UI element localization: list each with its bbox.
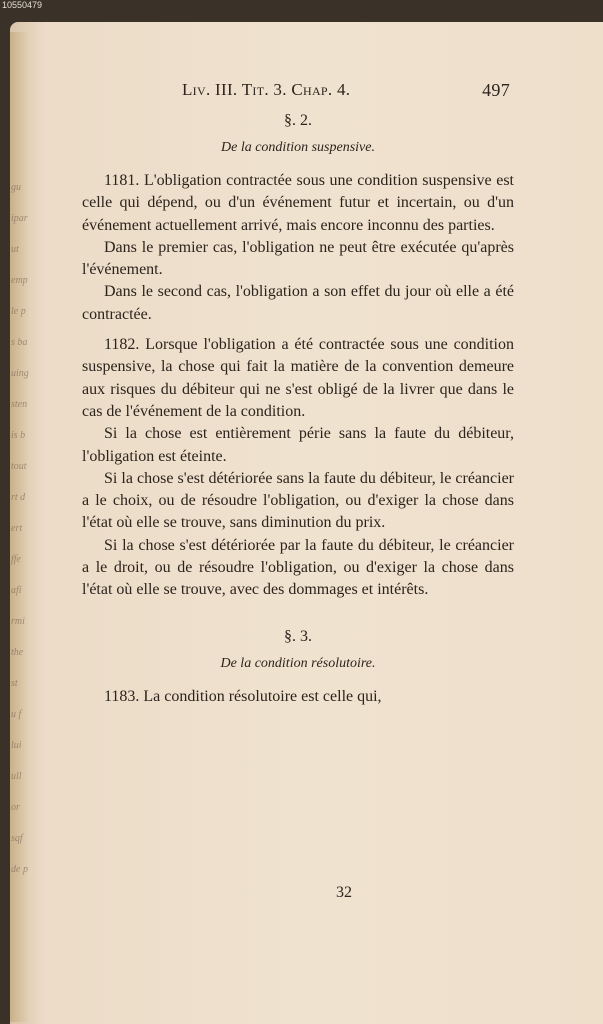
paragraph-deterioree-par-faute: Si la chose s'est détériorée par la faute du débiteur, le créancier a le droit, ou de résoudre l'obligation, ou d'exiger la chose dans l'état où elle se trouve, avec des dommages et intérêts. [82, 536, 514, 599]
bleed-fragment: rmi [11, 616, 25, 627]
bleed-fragment: u f [11, 709, 22, 720]
bleed-fragment: uing [11, 368, 29, 379]
bleed-fragment: afi [11, 585, 22, 596]
bleed-fragment: ert [11, 523, 23, 534]
bleed-fragment: ull [11, 771, 22, 782]
bleed-fragment: the [11, 647, 24, 658]
bleed-fragment: is b [11, 430, 26, 441]
paragraph-premier-cas: Dans le premier cas, l'obligation ne peut être exécutée qu'après l'événement. [82, 238, 514, 279]
bleed-fragment: sten [11, 399, 28, 410]
bleed-fragment: de p [11, 864, 28, 875]
bleed-fragment: s ba [11, 337, 28, 348]
book-page [10, 22, 603, 1024]
bleed-fragment: sqf [11, 833, 23, 844]
bleed-fragment: rt d [11, 492, 26, 503]
bleed-fragment: le p [11, 306, 26, 317]
bleed-fragment: lui [11, 740, 22, 751]
section-mark-2: §. 2. [284, 112, 312, 129]
bleed-fragment: emp [11, 275, 28, 286]
page-content [82, 80, 514, 708]
section-title-3: De la condition résolutoire. [220, 655, 376, 671]
paragraph-chose-perie: Si la chose est entièrement périe sans la faute du débiteur, l'obligation est éteinte. [82, 425, 514, 465]
paragraph-1181: 1181. L'obligation contractée sous une condition suspensive est celle qui dépend, ou d'un événement futur et incertain, ou d'un événement actuellement arrivé, mais encore inconnu des parties. [82, 172, 514, 234]
section-title-2: De la condition suspensive. [221, 140, 375, 155]
paragraph-1183: 1183. La condition résolutoire est celle qui, [104, 687, 382, 705]
bleed-fragment: gu [11, 182, 21, 193]
bleed-fragment: or [11, 802, 20, 813]
paragraph-second-cas: Dans le second cas, l'obligation a son effet du jour où elle a été contractée. [82, 283, 514, 323]
signature-mark: 32 [336, 884, 352, 901]
scan-id-label: 10550479 [2, 0, 43, 10]
bleed-fragment: st [11, 678, 18, 689]
paragraph-1182: 1182. Lorsque l'obligation a été contractée sous une condition suspensive, la chose qui fait la matière de la convention demeure aux risques du débiteur qui ne s'est obligé de la livrer que dans le cas de l'événement de la condition. [82, 336, 514, 420]
bleed-fragment: ipar [11, 213, 28, 224]
running-header [82, 80, 514, 112]
section-mark-3: §. 3. [284, 627, 312, 645]
bleed-fragment: ffe [11, 554, 21, 565]
bleed-fragment: ut [11, 244, 19, 255]
paragraph-deterioree-sans-faute: Si la chose s'est détériorée sans la faute du débiteur, le créancier a le choix, ou de résoudre l'obligation, ou d'exiger la chose dans l'état où elle se trouve, sans diminution du prix. [82, 469, 514, 532]
page-number: 497 [482, 80, 510, 100]
running-title: Liv. III. Tit. 3. Chap. 4. [182, 80, 351, 99]
bleed-fragment: tout [11, 461, 27, 472]
